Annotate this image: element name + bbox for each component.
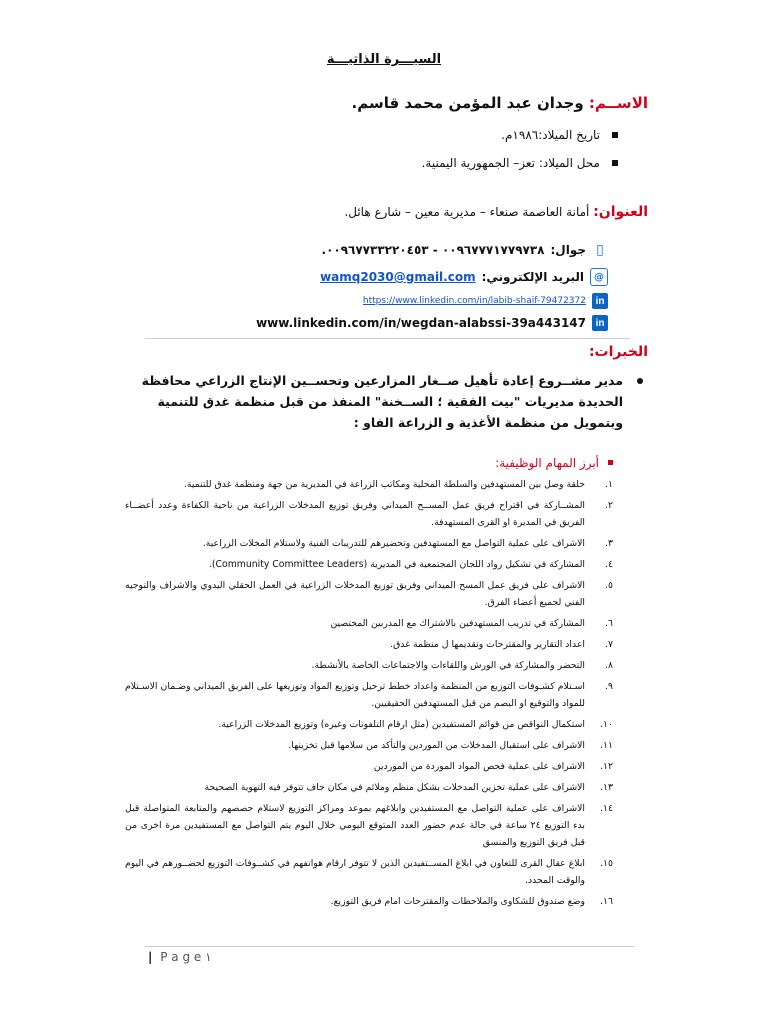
task-number: ٢. (605, 500, 613, 511)
name-label: الاســم: (588, 94, 648, 112)
email-link[interactable]: wamq2030@gmail.com (320, 270, 476, 284)
email-label: البريد الإلكتروني: (481, 270, 584, 284)
task-text: المشــاركة في اقتراح فريق عمل المســح الميداني وفريق توزيع المدخلات الزراعية من ناحية الكفاءة وعدد أعضــاء الفريق في المديرة او القرى المستهدفة. (125, 500, 585, 528)
document-title: السيـــرة الذاتيـــة (326, 52, 442, 67)
list-item (125, 615, 613, 632)
footer-bar: | (148, 950, 153, 964)
list-item (125, 497, 613, 531)
red-square-bullet-icon (608, 460, 613, 465)
linkedin-icon: in (592, 293, 608, 309)
section-divider (145, 338, 630, 339)
mobile-phone-icon: ▯ (596, 242, 604, 258)
experience-label: الخبرات: (588, 344, 648, 360)
task-number: ٤. (605, 559, 613, 570)
task-text: الاشراف على استقبال المدخلات من الموردين والتأكد من سلامها قبل تخزينها. (288, 740, 585, 751)
birth-date-text: تاريخ الميلاد:١٩٨٦م. (501, 128, 600, 142)
email-at-icon: @ (590, 268, 608, 286)
list-item (125, 716, 613, 733)
tasks-list (125, 476, 613, 914)
phone-row (322, 242, 609, 258)
list-item (125, 476, 613, 493)
task-number: ١٢. (600, 761, 613, 772)
task-number: ٩. (605, 681, 613, 692)
task-number: ١٦. (600, 896, 613, 907)
address-label: العنوان: (593, 204, 648, 220)
task-number: ٣. (605, 538, 613, 549)
linkedin-row-1 (363, 293, 608, 309)
role-block (123, 370, 643, 433)
task-text: المشاركة في تشكيل رواد اللجان المجتمعية في المديرية (Community Committee Leaders). (208, 559, 585, 570)
list-item (125, 855, 613, 889)
email-row (320, 268, 608, 286)
linkedin-link-1[interactable]: https://www.linkedin.com/in/labib-shaif-79472372 (362, 296, 586, 306)
personal-info-list (148, 128, 618, 184)
footer-page-label: P a g e (160, 950, 202, 964)
round-bullet-icon (637, 378, 643, 384)
birth-place-text: محل الميلاد: تعز– الجمهورية اليمنية. (421, 156, 600, 170)
duties-label: أبرز المهام الوظيفية: (495, 456, 599, 470)
address-line (344, 204, 648, 220)
birth-date-item (148, 128, 618, 142)
list-item (125, 678, 613, 712)
task-text: حلقة وصل بين المستهدفين والسلطة المحلية ومكاتب الزراعة في المديرية من جهة ومنظمة غدق للتنمية. (183, 479, 585, 490)
list-item (125, 577, 613, 611)
duties-heading (495, 456, 613, 470)
address-value: أمانة العاصمة صنعاء – مديرية معين – شارع هائل. (344, 205, 590, 219)
task-text: ابلاغ عقال القرى للتعاون في ابلاغ المســتفيدين الذين لا تتوفر ارقام هواتفهم في كشــوفات التوزيع لحضــورهم في اليوم والوقت المحدد. (125, 858, 585, 886)
footer-divider (145, 946, 635, 947)
task-text: المشاركة في تدريب المستهدفين بالاشتراك مع المدربين المختصين (330, 618, 585, 629)
linkedin-icon: in (592, 315, 608, 331)
list-item (125, 737, 613, 754)
task-number: ١. (605, 479, 613, 490)
task-number: ٦. (605, 618, 613, 629)
task-number: ١١. (600, 740, 613, 751)
linkedin-link-2[interactable]: www.linkedin.com/in/wegdan-alabssi-39a443147 (256, 316, 586, 330)
task-text: وضع صندوق للشكاوى والملاحظات والمقترحات امام فريق التوزيع. (330, 896, 585, 907)
task-text: الاشراف على عملية التواصل مع المستفيدين وابلاغهم بموعد ومراكز التوزيع لاستلام حصصهم والمتابعة المتواصلة قبل بدء التوزيع ٢٤ ساعة في حالة عدم حضور العدد المتوقع اليومي خلال اليوم يتم التواصل مع المستفيدين مرة اخرى من قبل فريق التوزيع والمنسق (125, 803, 585, 848)
task-number: ٥. (605, 580, 613, 591)
role-description: مدير مشــروع إعادة تأهيل صــغار المزارعين وتحســين الإنتاج الزراعي محافظة الحديدة مديريات "بيت الفقية ؛ الســخنة" المنفذ من قبل منظمة غدق للتنمية وبتمويل من منظمة الأغذية و الزراعة الفاو : (141, 373, 623, 430)
birth-place-item (148, 156, 618, 170)
list-item (125, 556, 613, 573)
square-bullet-icon (612, 160, 618, 166)
experience-heading (589, 344, 648, 360)
task-text: الاشراف على عملية تخزين المدخلات بشكل منظم وملائم في مكان جاف تتوفر فيه التهوية الصحيحة (204, 782, 585, 793)
phone-label: جوال: (550, 243, 586, 257)
task-text: الاشراف على عملية التواصل مع المستهدفين وتحضيرهم للتدريبات الفنية ولاستلام المخلات الزراعية. (202, 538, 585, 549)
linkedin-row-2 (256, 315, 608, 331)
list-item (125, 779, 613, 796)
name-value: وجدان عبد المؤمن محمد قاسم. (351, 94, 584, 112)
page-footer (148, 950, 212, 964)
list-item (125, 657, 613, 674)
square-bullet-icon (612, 132, 618, 138)
task-text: اعداد التقارير والمقترحات وتقديمها ل منظمة غدق. (390, 639, 585, 650)
task-number: ١٣. (600, 782, 613, 793)
list-item (125, 636, 613, 653)
task-number: ١٤. (600, 803, 613, 814)
task-text: الاشراف على فريق عمل المسح الميداني وفريق توزيع المدخلات الزراعية في العمل الحقلي اليدوي والاشراف والتوجيه الفني لجميع أعضاء الفرق. (125, 580, 585, 608)
task-number: ٨. (605, 660, 613, 671)
phone-value: ٠٠٩٦٧٧٧١٧٧٩٧٣٨ - ٠٠٩٦٧٧٣٣٢٢٠٤٥٣. (321, 243, 545, 257)
task-text: اسـتلام كشـوفات التوزيع من المنظمة واعداد خطط ترحيل وتوزيع المواد وتوزيعها على الفريق الميداني وضـمان الاسـتلام للمواد والتوقيع او البصم من قبل المستهدفين الحقيقيين. (125, 681, 585, 709)
task-number: ٧. (605, 639, 613, 650)
name-line (352, 94, 648, 112)
list-item (125, 893, 613, 910)
task-number: ١٥. (600, 858, 613, 869)
task-number: ١٠. (600, 719, 613, 730)
task-text: استكمال النواقص من قوائم المستفيدين (مثل ارقام التلفونات وغيره) وتوزيع المدخلات الزراعية. (218, 719, 585, 730)
list-item (125, 535, 613, 552)
list-item (125, 800, 613, 851)
task-text: الاشراف على عملية فحص المواد الموردة من الموردين (373, 761, 585, 772)
list-item (125, 758, 613, 775)
task-text: التحضر والمشاركة في الورش واللقاءات والاجتماعات الخاصة بالأنشطة. (311, 660, 585, 671)
footer-page-number: ١ (205, 950, 212, 964)
